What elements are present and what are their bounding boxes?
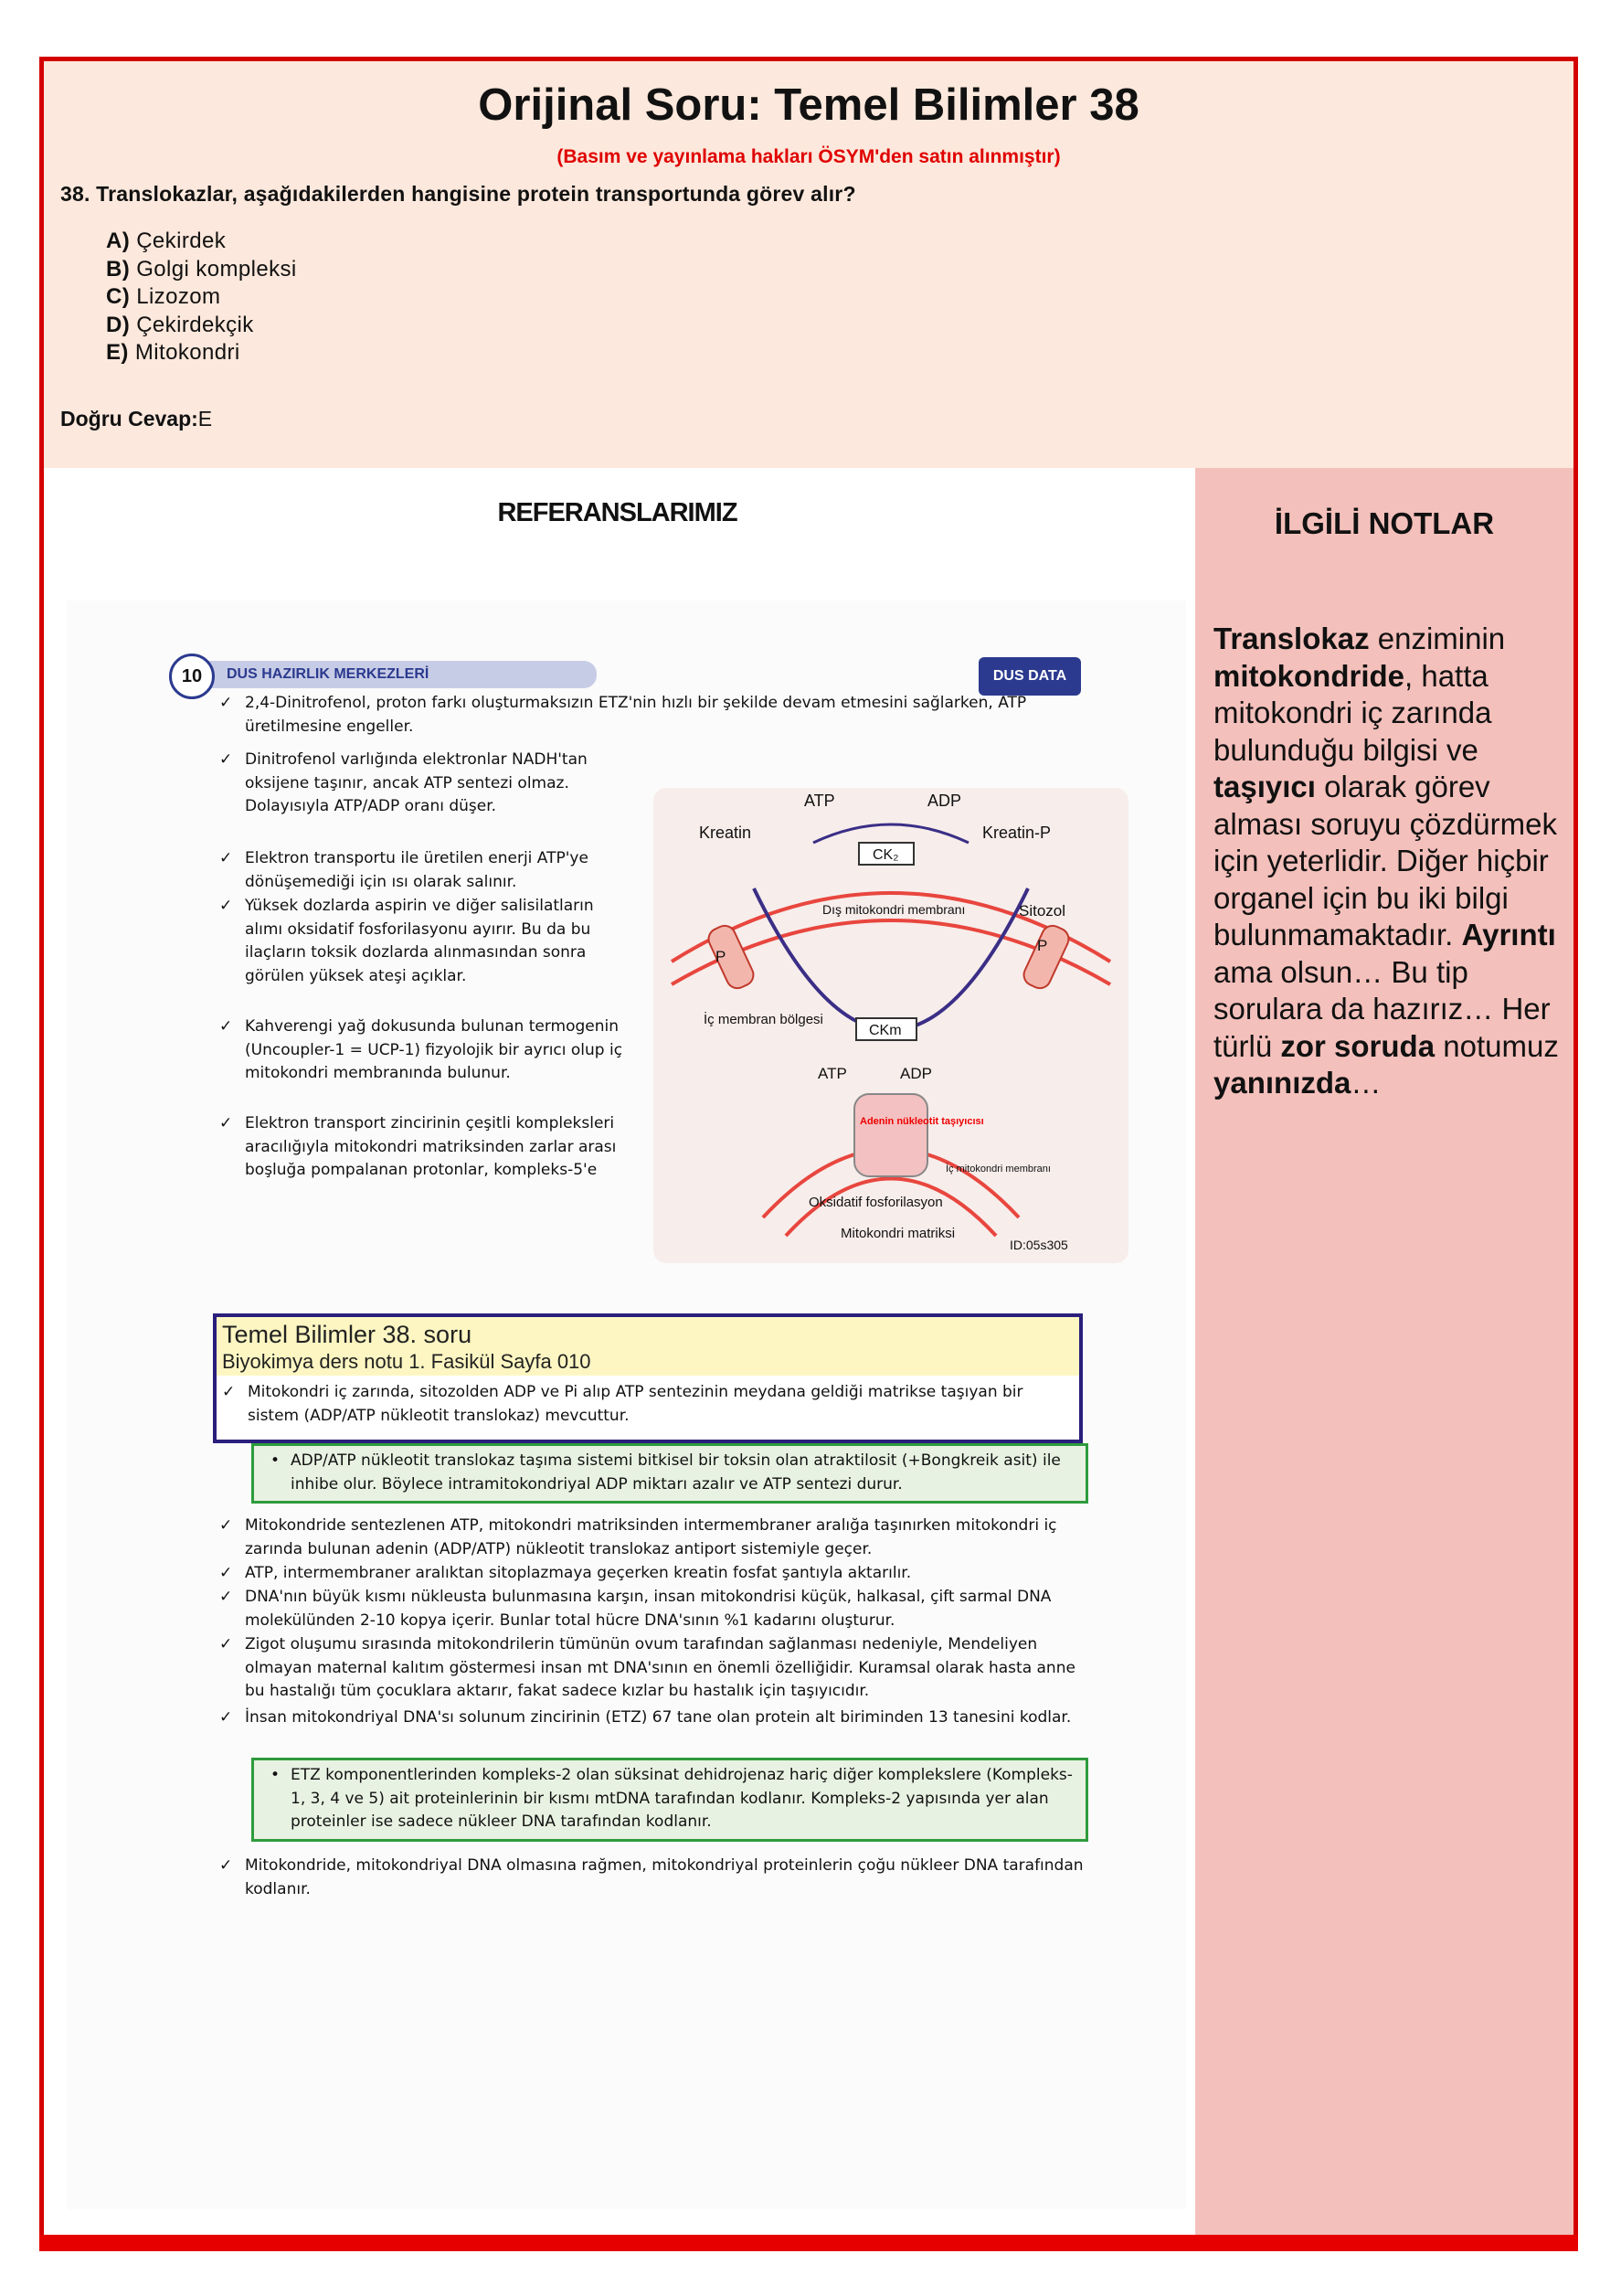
source-page-label: Biyokimya ders notu 1. Fasikül Sayfa 010: [222, 1350, 591, 1373]
notes-panel: [1195, 468, 1573, 2250]
matrix-label: Mitokondri matriksi: [841, 1226, 956, 1241]
bullet-10: ✓ DNA'nın büyük kısmı nükleusta bulunmasına karşın, insan mitokondrisi küçük, halkasal, çift sarmal DNA molekülünden 2-10 kopya içerir. Bunlar total hücre DNA'sının %1 kadarını oluşturur.: [219, 1588, 1052, 1630]
check-icon: ✓: [219, 750, 233, 769]
option-a: A) Çekirdek: [106, 229, 227, 253]
highlighted-bullet-box: [213, 1376, 1083, 1443]
reference-page-image: [67, 601, 1186, 2209]
adp-top-label: ADP: [927, 792, 962, 810]
p-right-label: P: [1037, 937, 1048, 954]
diagram-id: ID:05s305: [1010, 1238, 1068, 1252]
diagram-svg: [653, 788, 1128, 1263]
check-icon: ✓: [219, 1635, 233, 1653]
outer-membrane-label: Dış mitokondri membranı: [822, 902, 966, 917]
kreatin-label: Kreatin: [699, 824, 752, 842]
check-icon: ✓: [219, 897, 233, 915]
bullet-7: ✓ Mitokondri iç zarında, sitozolden ADP ve Pi alıp ATP sentezinin meydana geldiği matrikse taşıyan bir sistem (ADP/ATP nükleotit translokaz) mevcuttur.: [222, 1383, 1023, 1425]
check-icon: ✓: [219, 1516, 233, 1535]
option-c: C) Lizozom: [106, 284, 221, 309]
green-box-1: [251, 1443, 1088, 1504]
green-note-1: • ADP/ATP nükleotit translokaz taşıma sistemi bitkisel bir toksin olan atraktilosit (+Bongkreik asit) ile inhibe olur. Böylece intramitokondriyal ADP miktarı azalır ve ATP sentezi durur.: [270, 1451, 1061, 1493]
atp-mid-label: ATP: [818, 1065, 847, 1082]
references-title: REFERANSLARIMIZ: [497, 498, 737, 527]
question-text: 38. Translokazlar, aşağıdakilerden hangisine protein transportunda görev alır?: [60, 182, 856, 206]
bullet-1: ✓ 2,4-Dinitrofenol, proton farkı oluşturmaksızın ETZ'nin hızlı bir şekilde devam etmesini sağlarken, ATP üretilmesine engeller.: [219, 694, 1027, 736]
kreatin-p-label: Kreatin-P: [982, 824, 1052, 842]
option-b: B) Golgi kompleksi: [106, 256, 297, 282]
check-icon: ✓: [219, 1856, 233, 1875]
notes-text: Translokaz enziminin mitokondride, hatta mitokondri iç zarında bulunduğu bilgisi ve taşıyıcı olarak görev alması soruyu çözdürmek için yeterlidir. Diğer hiçbir organel için bu iki bilgi bulunmamaktadır. Ayrıntı ama olsun… Bu tip sorulara da hazırız… Her türlü zor soruda notumuz yanınızda…: [1213, 622, 1559, 1100]
green-box-2: [251, 1758, 1088, 1842]
carrier-label: Adenin nükleotit taşıyıcısı: [860, 1116, 984, 1127]
sitozol-label: Sitozol: [1019, 902, 1066, 919]
bullet-12: ✓ İnsan mitokondriyal DNA'sı solunum zincirinin (ETZ) 67 tane olan protein alt biriminden 13 tanesini kodlar.: [245, 1706, 1086, 1730]
bullet-dot-icon: •: [270, 1766, 281, 1784]
ckm-label: CKm: [869, 1023, 902, 1038]
question-header: [44, 61, 1573, 468]
source-question-label: Temel Bilimler 38. soru: [222, 1321, 472, 1348]
check-icon: ✓: [219, 1588, 233, 1606]
source-highlight-box: [213, 1313, 1083, 1383]
check-icon: ✓: [222, 1383, 236, 1401]
bullet-2: ✓ Dinitrofenol varlığında elektronlar NADH'tan oksijene taşınır, ancak ATP sentezi olmaz. Dolayısıyla ATP/ADP oranı düşer.: [219, 750, 588, 815]
page-title: Orijinal Soru: Temel Bilimler 38: [478, 80, 1139, 130]
option-e: E) Mitokondri: [106, 340, 240, 365]
copyright-note: (Basım ve yayınlama hakları ÖSYM'den satın alınmıştır): [556, 146, 1061, 167]
check-icon: ✓: [219, 694, 233, 712]
bullet-5: ✓ Kahverengi yağ dokusunda bulunan termogenin (Uncoupler-1 = UCP-1) fizyolojik bir ayrıcı olup iç mitokondri membranında bulunur.: [219, 1017, 623, 1082]
bullet-9: ✓ ATP, intermembraner aralıktan sitoplazmaya geçerken kreatin fosfat şantıyla aktarılır.: [245, 1562, 1086, 1586]
correct-answer: Doğru Cevap:E: [60, 407, 213, 430]
page-number: 10: [169, 654, 215, 699]
bullet-6: ✓ Elektron transport zincirinin çeşitli kompleksleri aracılığıyla mitokondri matriksinden zarlar arası boşluğa pompalanan protonlar, kompleks-5'e: [219, 1114, 617, 1179]
bullet-4: ✓ Yüksek dozlarda aspirin ve diğer salisilatların alımı oksidatif fosforilasyonu ayırır. Bu da bu ilaçların toksik dozlarda alınmasından sonra görülen yüksek ateşi açıklar.: [219, 897, 594, 985]
inner-space-label: İç membran bölgesi: [704, 1012, 823, 1027]
check-icon: ✓: [219, 1114, 233, 1132]
bullet-3: ✓ Elektron transportu ile üretilen enerji ATP'ye dönüşemediği için ısı olarak salınır.: [219, 849, 588, 891]
check-icon: ✓: [219, 1564, 233, 1582]
bottom-red-bar: [39, 2235, 1578, 2251]
ck2-label: CK₂: [873, 847, 899, 863]
green-note-2: • ETZ komponentlerinden kompleks-2 olan süksinat dehidrojenaz hariç diğer komplekslere (Kompleks- 1, 3, 4 ve 5) ait proteinlerinin bir kısmı mtDNA tarafından kodlanır. Kompleks-2 yapısında yer alan proteinler ise sadece nükleer DNA tarafından kodlanır.: [270, 1766, 1073, 1831]
page-frame: [39, 57, 1578, 2250]
page-brand: DUS HAZIRLIK MERKEZLERİ: [227, 666, 429, 682]
answer-options: [106, 228, 297, 367]
adp-mid-label: ADP: [900, 1065, 932, 1082]
inner-membrane-label: İç mitokondri membranı: [946, 1164, 1051, 1175]
oxphos-label: Oksidatif fosforilasyon: [809, 1195, 943, 1210]
check-icon: ✓: [219, 849, 233, 867]
check-icon: ✓: [219, 1017, 233, 1036]
p-left-label: P: [715, 948, 726, 965]
option-d: D) Çekirdekçik: [106, 312, 254, 337]
bullet-13: ✓ Mitokondride, mitokondriyal DNA olmasına rağmen, mitokondriyal proteinlerin çoğu nükleer DNA tarafından kodlanır.: [219, 1856, 1084, 1898]
creatine-shuttle-diagram: [653, 788, 1128, 1263]
bullet-11: ✓ Zigot oluşumu sırasında mitokondrilerin tümünün ovum tarafından sağlanması nedeniyle, Mendeliyen olmayan maternal kalıtım göstermesi insan mt DNA'sının en önemli özelliğidir. Kuramsal olarak hasta anne bu hastalığı tüm çocuklara aktarır, fakat sadece kızlar bu hastalık için taşıyıcıdır.: [219, 1635, 1075, 1700]
dusdata-logo: DUS DATA: [979, 657, 1081, 696]
check-icon: ✓: [219, 1708, 233, 1727]
bullet-8: ✓ Mitokondride sentezlenen ATP, mitokondri matriksinden intermembraner aralığa taşınırken mitokondri iç zarında bulunan adenin (ADP/ATP) nükleotit translokaz antiport sistemiyle geçer.: [219, 1516, 1057, 1558]
atp-top-label: ATP: [804, 792, 835, 810]
notes-title: İLGİLİ NOTLAR: [1274, 506, 1495, 540]
bullet-dot-icon: •: [270, 1451, 281, 1470]
